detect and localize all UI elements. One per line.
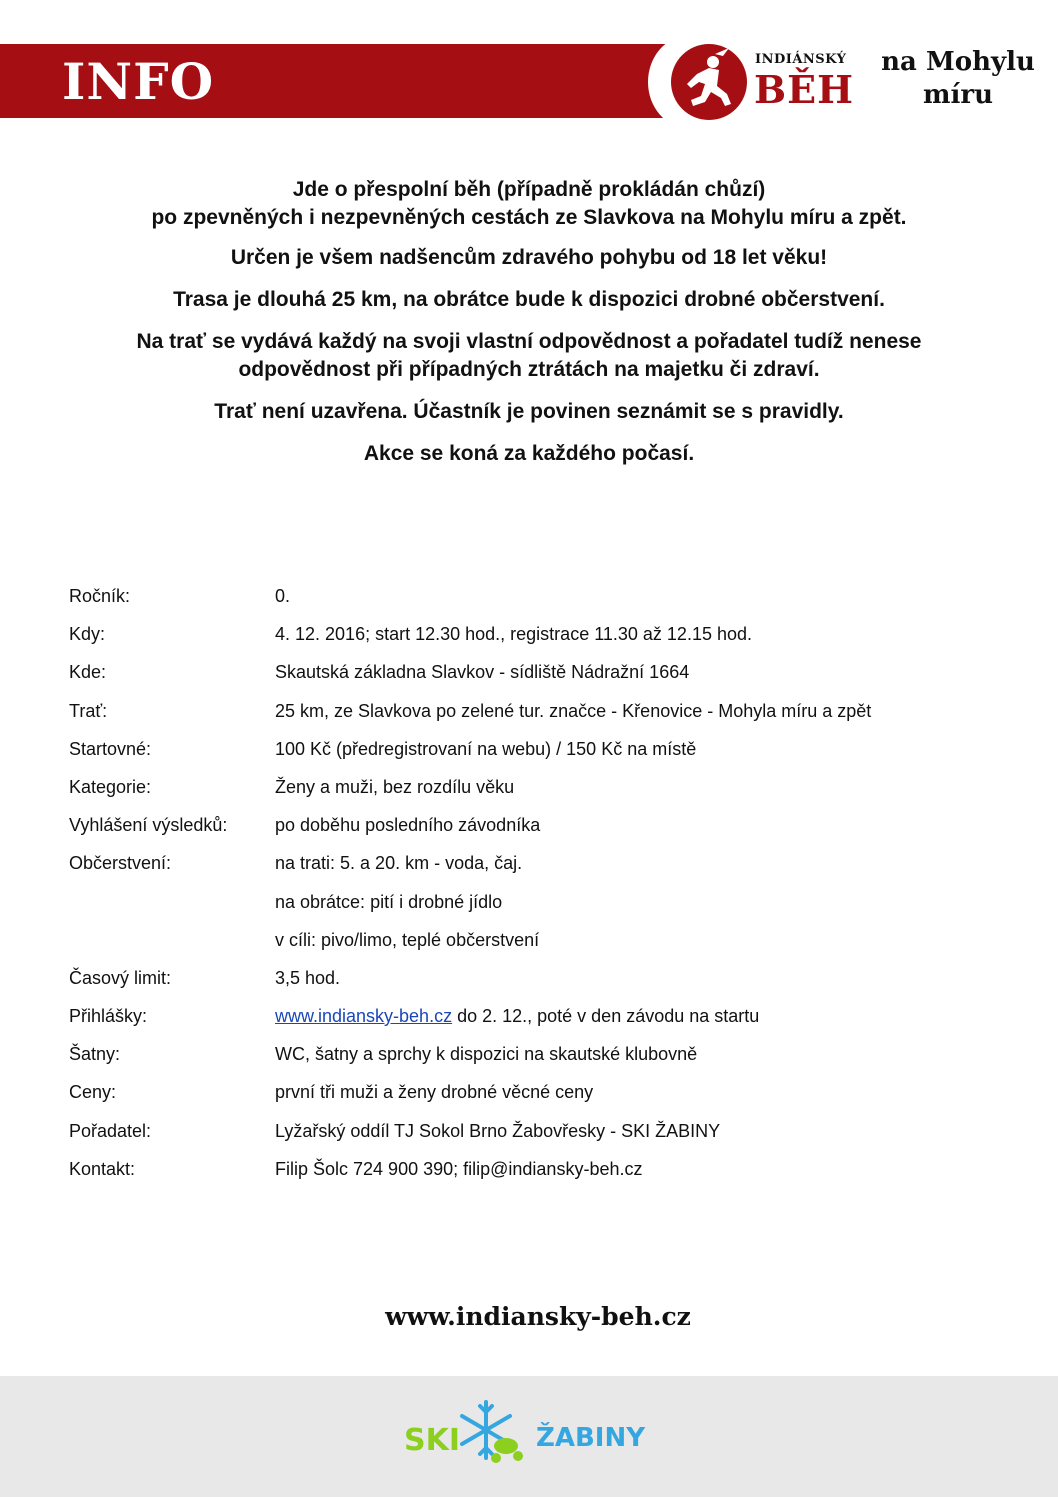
info-value: Lyžařský oddíl TJ Sokol Brno Žabovřesky - SKI ŽABINY bbox=[275, 1120, 721, 1141]
info-value: Skautská základna Slavkov - sídliště Nádražní 1664 bbox=[275, 662, 690, 683]
info-label: Občerstvení: bbox=[69, 853, 172, 874]
info-label: Časový limit: bbox=[69, 967, 172, 988]
info-label: Kategorie: bbox=[69, 776, 152, 797]
ski-zabiny-logo-icon bbox=[400, 1394, 660, 1474]
info-value: po doběhu posledního závodníka bbox=[275, 815, 541, 836]
info-label: Trať: bbox=[69, 700, 108, 721]
info-label: Startovné: bbox=[69, 738, 152, 759]
website-url[interactable]: www.indiansky-beh.cz bbox=[385, 1302, 691, 1331]
info-value: v cíli: pivo/limo, teplé občerstvení bbox=[275, 929, 540, 950]
info-value bbox=[275, 1004, 759, 1028]
info-label: Kde: bbox=[69, 662, 107, 683]
info-value: WC, šatny a sprchy k dispozici na skautské klubovně bbox=[275, 1044, 698, 1065]
intro-paragraph-3: Trasa je dlouhá 25 km, na obrátce bude k dispozici drobné občerstvení. bbox=[173, 288, 885, 311]
logo-left-text: SKI bbox=[404, 1423, 461, 1458]
intro-paragraph-1 bbox=[40, 176, 1018, 232]
info-value: 4. 12. 2016; start 12.30 hod., registrace 11.30 až 12.15 hod. bbox=[275, 624, 752, 645]
registration-deadline: do 2. 12., poté v den závodu na startu bbox=[452, 1006, 760, 1027]
info-value: Ženy a muži, bez rozdílu věku bbox=[275, 776, 515, 797]
frog-icon bbox=[491, 1438, 523, 1463]
intro-line-5: Na trať se vydává každý na svoji vlastní odpovědnost a pořadatel tudíž nenese bbox=[136, 330, 922, 353]
intro-paragraph-5: Trať není uzavřena. Účastník je povinen seznámit se s pravidly. bbox=[214, 400, 844, 423]
info-label: Šatny: bbox=[69, 1044, 121, 1065]
info-label: Přihlášky: bbox=[69, 1006, 148, 1027]
logo-text-big: BĚH bbox=[754, 67, 854, 112]
info-label: Ročník: bbox=[69, 586, 131, 606]
logo-side-text bbox=[868, 46, 1048, 112]
runner-logo-icon bbox=[671, 44, 747, 120]
page-title: INFO bbox=[62, 52, 215, 111]
info-label: Pořadatel: bbox=[69, 1120, 152, 1141]
intro-paragraph-6: Akce se koná za každého počasí. bbox=[363, 442, 695, 465]
registration-link[interactable]: www.indiansky-beh.cz bbox=[275, 1006, 453, 1027]
info-label: Vyhlášení výsledků: bbox=[69, 815, 228, 836]
intro-line-1: Jde o přespolní běh (případně prokládán chůzí) bbox=[292, 178, 766, 201]
info-value: 100 Kč (předregistrovaní na webu) / 150 Kč na místě bbox=[275, 738, 697, 759]
info-label: Ceny: bbox=[69, 1082, 117, 1103]
intro-paragraph-2: Určen je všem nadšencům zdravého pohybu od 18 let věku! bbox=[230, 246, 828, 269]
info-value: první tři muži a ženy drobné věcné ceny bbox=[275, 1082, 594, 1103]
logo-side-line1: na Mohylu bbox=[881, 47, 1035, 77]
info-label: Kdy: bbox=[69, 624, 106, 645]
intro-line-6: odpovědnost při případných ztrátách na majetku či zdraví. bbox=[238, 358, 820, 381]
info-value: na trati: 5. a 20. km - voda, čaj. bbox=[275, 853, 523, 874]
intro-line-2: po zpevněných i nezpevněných cestách ze Slavkova na Mohylu míru a zpět. bbox=[151, 206, 907, 229]
logo-text-small: INDIÁNSKÝ bbox=[755, 52, 847, 67]
logo-right-text: ŽABINY bbox=[536, 1423, 646, 1453]
footer-band bbox=[0, 1376, 1058, 1497]
info-value: 0. bbox=[275, 586, 291, 606]
info-value: Filip Šolc 724 900 390; filip@indiansky-beh.cz bbox=[275, 1158, 643, 1179]
info-label: Kontakt: bbox=[69, 1158, 136, 1179]
intro-paragraph-4 bbox=[40, 328, 1018, 384]
info-value: na obrátce: pití i drobné jídlo bbox=[275, 891, 503, 912]
info-value: 3,5 hod. bbox=[275, 967, 341, 988]
intro-text bbox=[40, 176, 1018, 482]
logo-side-line2: míru bbox=[923, 80, 993, 110]
info-value: 25 km, ze Slavkova po zelené tur. značce - Křenovice - Mohyla míru a zpět bbox=[275, 700, 872, 721]
